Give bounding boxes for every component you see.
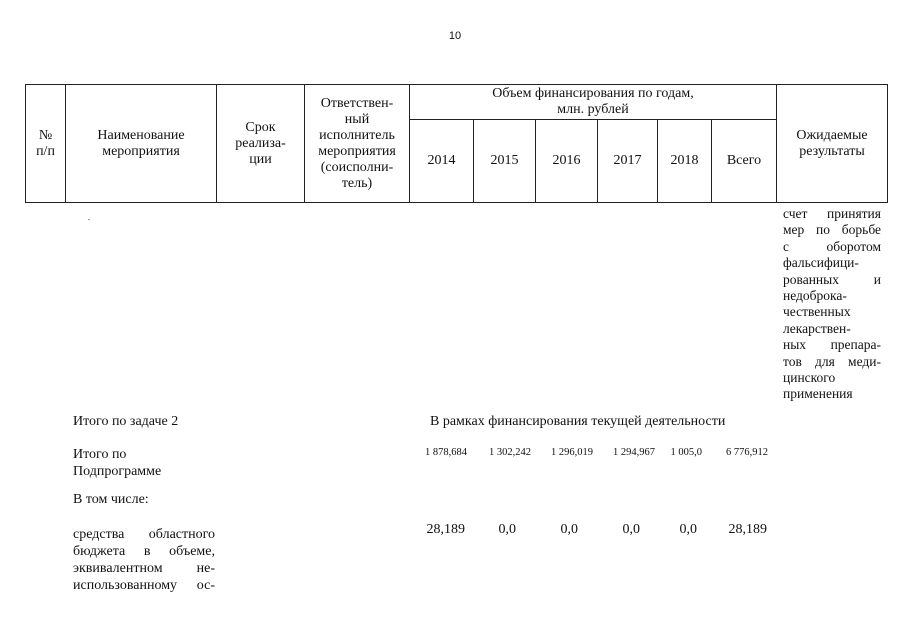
header-responsible: Ответствен- ный исполнитель мероприятия (соисполни- тель)	[305, 85, 410, 203]
expected-line: тов для меди-	[783, 353, 881, 369]
regional-budget-label	[73, 526, 215, 594]
regional-value-total: 28,189	[728, 522, 767, 537]
task-total-label: Итого по задаче 2	[73, 414, 179, 429]
expected-line: счет принятия	[783, 206, 881, 221]
regional-budget-line: бюджета в объеме,	[73, 544, 215, 559]
table-header	[25, 84, 888, 203]
subprogram-value-total: 6 776,912	[726, 447, 768, 458]
subprogram-value-2018: 1 005,0	[670, 447, 702, 458]
regional-value-2018: 0,0	[679, 522, 697, 537]
regional-budget-line: использованному ос-	[73, 578, 215, 593]
scan-dot	[88, 219, 90, 220]
header-total: Всего	[712, 120, 777, 203]
header-year-2014: 2014	[410, 120, 474, 203]
expected-line: мер по борьбе	[783, 222, 881, 238]
subprogram-value-2015: 1 302,242	[489, 447, 531, 458]
header-name: Наименование мероприятия	[66, 85, 217, 203]
header-year-2018: 2018	[658, 120, 712, 203]
header-year-2017: 2017	[598, 120, 658, 203]
subprogram-value-2014: 1 878,684	[425, 447, 467, 458]
including-label: В том числе:	[73, 492, 149, 507]
header-term: Срок реализа- ции	[217, 85, 305, 203]
regional-value-2015: 0,0	[498, 522, 516, 537]
subprogram-value-2016: 1 296,019	[551, 447, 593, 458]
expected-line: лекарствен-	[783, 320, 851, 336]
regional-value-2014: 28,189	[426, 522, 465, 537]
subprogram-total-label-2: Подпрограмме	[73, 464, 162, 479]
expected-line: ных препара-	[783, 337, 881, 353]
regional-value-2016: 0,0	[560, 522, 578, 537]
expected-line: недоброка-	[783, 287, 847, 303]
expected-line: рованных и	[783, 271, 881, 287]
task-total-text: В рамках финансирования текущей деятельности	[430, 414, 726, 429]
expected-line: цинского	[783, 369, 836, 385]
header-year-2015: 2015	[474, 120, 536, 203]
expected-line: применения	[783, 386, 853, 402]
expected-line: чественных	[783, 304, 851, 320]
header-expected: Ожидаемые результаты	[777, 85, 888, 203]
regional-budget-line: эквивалентном не-	[73, 561, 215, 576]
subprogram-value-2017: 1 294,967	[613, 447, 655, 458]
page-number: 10	[448, 30, 462, 42]
header-funding: Объем финансирования по годам, млн. рублей	[410, 85, 777, 120]
expected-line: фальсифици-	[783, 255, 859, 271]
subprogram-total-label-1: Итого по	[73, 447, 127, 462]
header-year-2016: 2016	[536, 120, 598, 203]
regional-value-2017: 0,0	[622, 522, 640, 537]
expected-line: с оборотом	[783, 238, 881, 254]
expected-results-text	[783, 206, 881, 403]
header-number: № п/п	[26, 85, 66, 203]
regional-budget-line: средства областного	[73, 527, 215, 542]
